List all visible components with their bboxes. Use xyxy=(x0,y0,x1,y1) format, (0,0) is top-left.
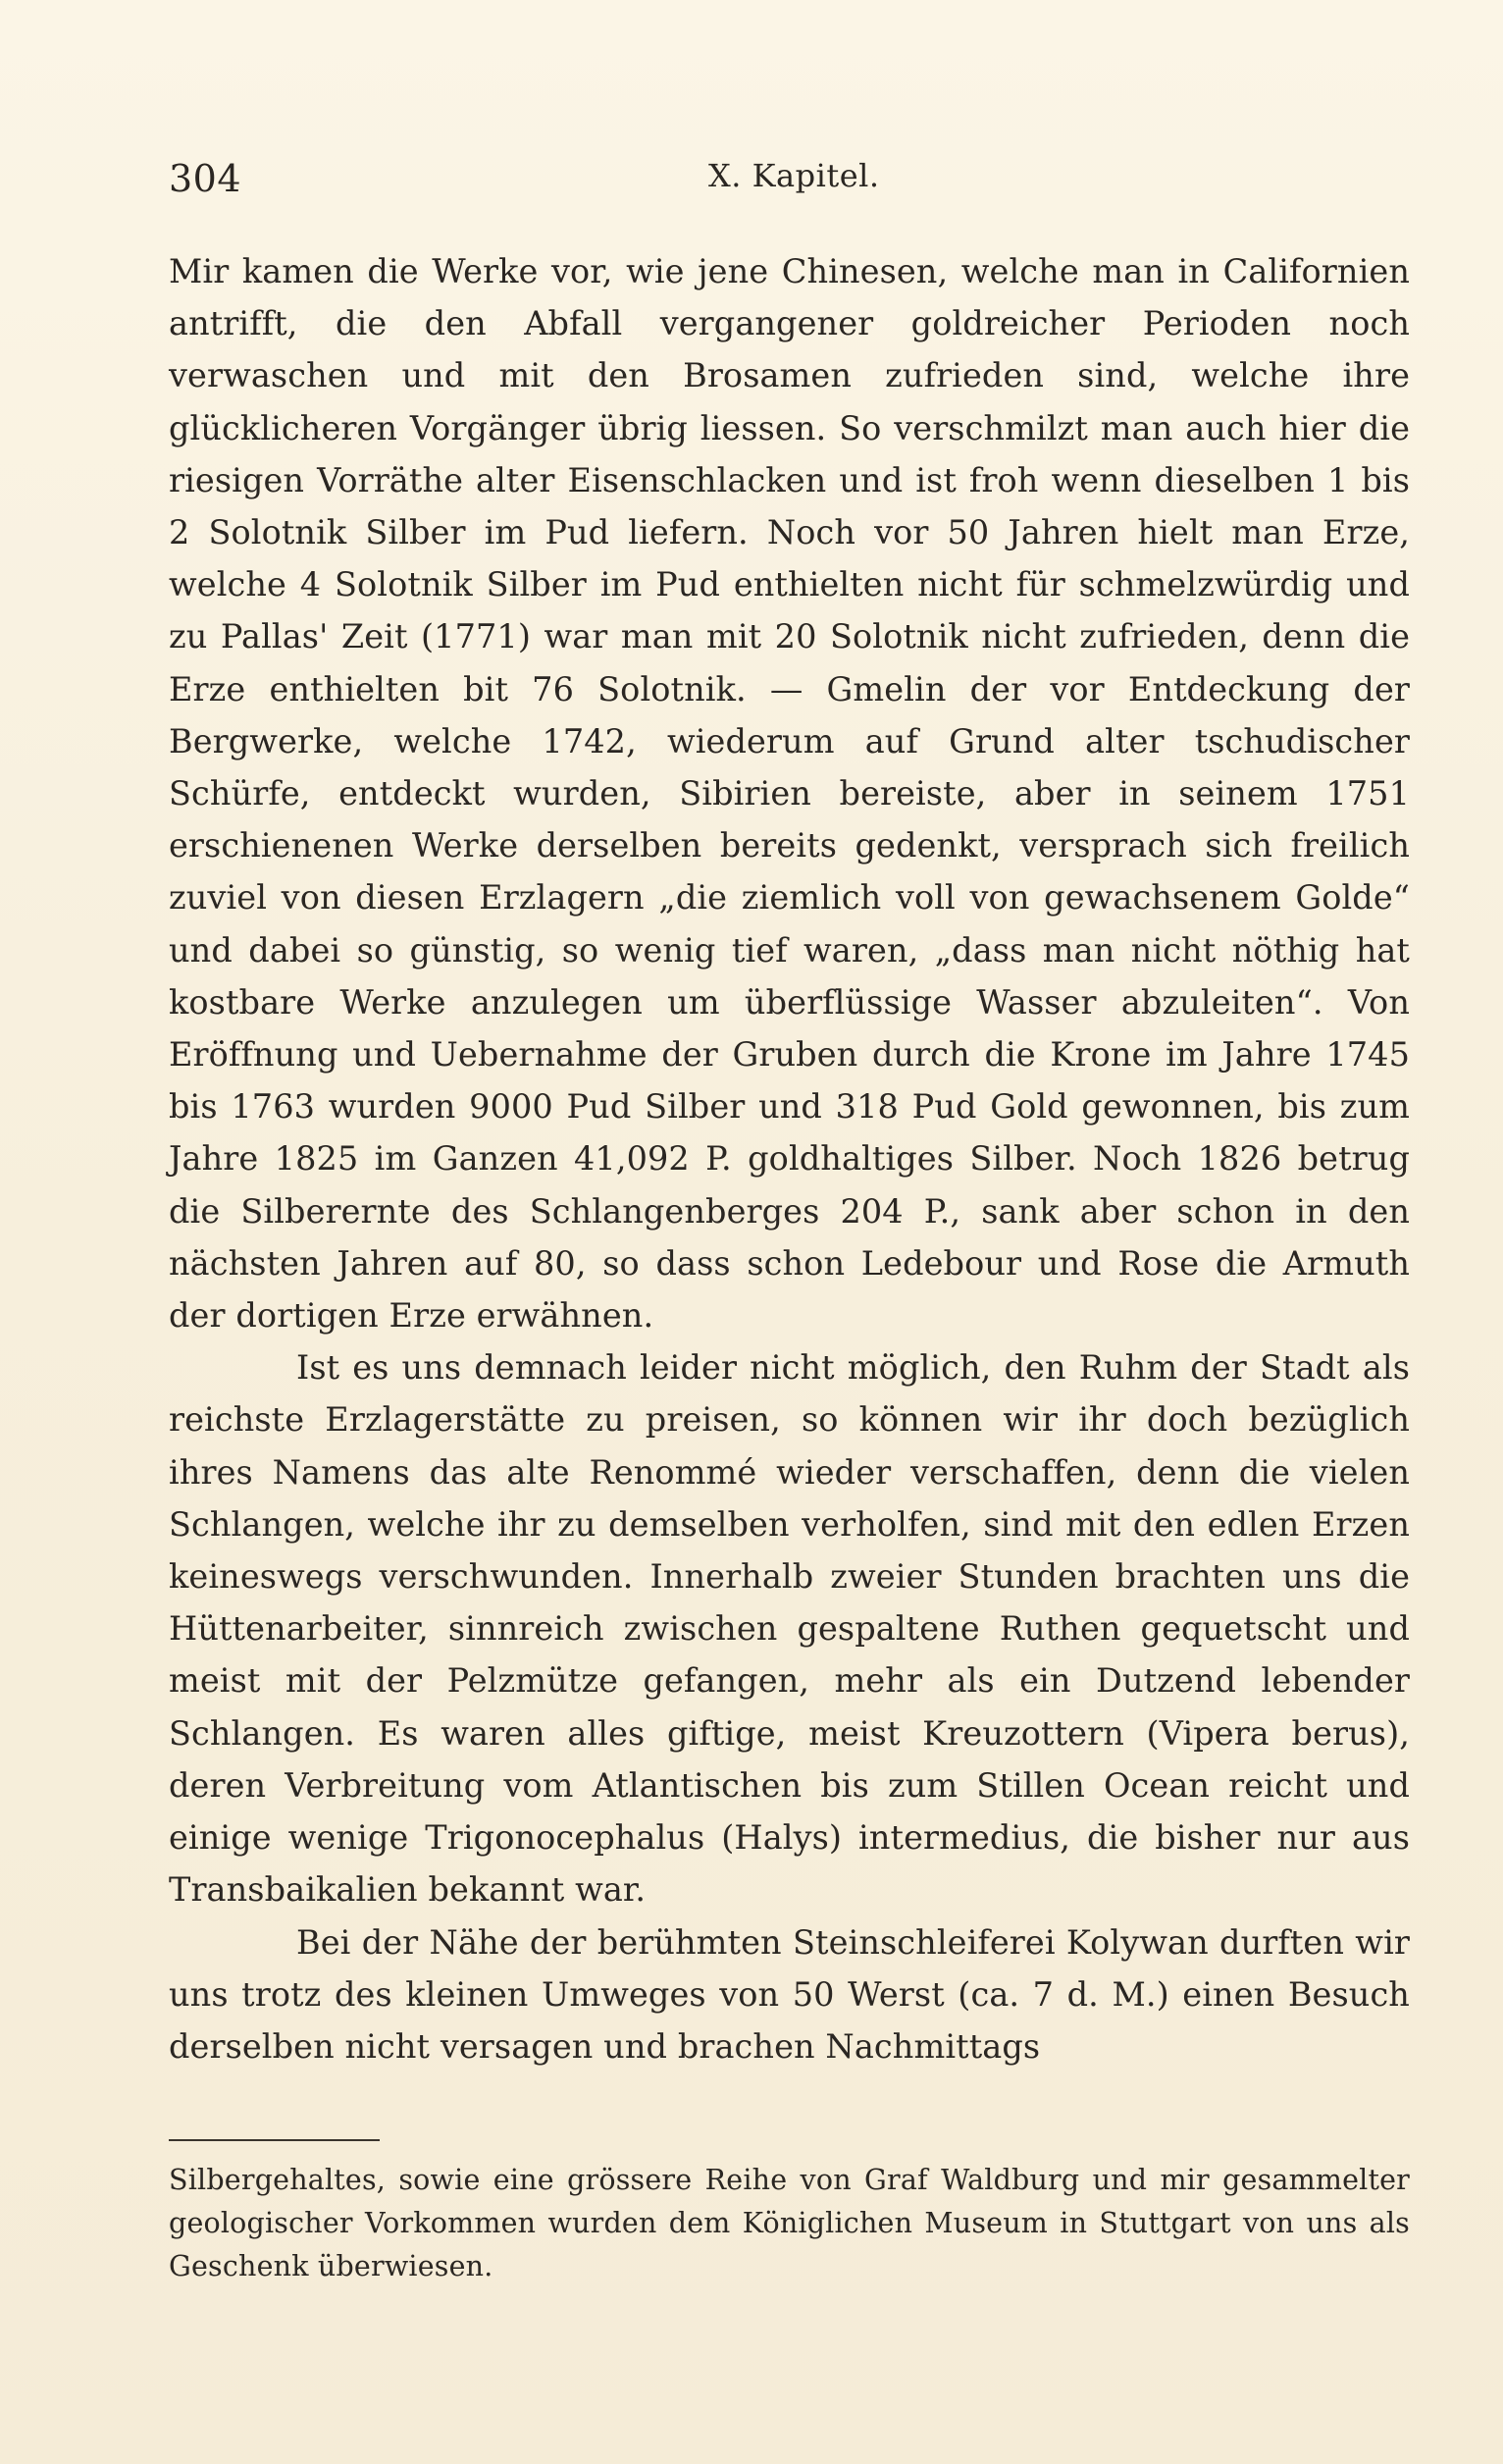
paragraph-2: Ist es uns demnach leider nicht möglich, den Ruhm der Stadt als reichste Erzlagerstätte zu preisen, so können wir ihr doch bezüglich ihres Namens das alte Renommé wieder verschaffen, denn die vielen Schlangen, welche ihr zu demselben verholfen, sind mit den edlen Erzen keineswegs verschwunden. Innerhalb zweier Stunden brachten uns die Hüttenarbeiter, sinnreich zwischen gespaltene Ruthen gequetscht und meist mit der Pelzmütze gefangen, mehr als ein Dutzend lebender Schlangen. Es waren alles giftige, meist Kreuzottern (Vipera berus), deren Verbreitung vom Atlantischen bis zum Stillen Ocean reicht und einige wenige Trigonocephalus (Halys) intermedius, die bisher nur aus Transbaikalien bekannt war. xyxy=(169,1348,1410,1910)
page-header xyxy=(169,157,1410,216)
chapter-running-head: X. Kapitel. xyxy=(708,157,880,194)
paragraph-1: Mir kamen die Werke vor, wie jene Chinesen, welche man in Californien antrifft, die den Abfall vergangener goldreicher Perioden noch verwaschen und mit den Brosamen zufrieden sind, welche ihre glücklicheren Vorgänger übrig liessen. So verschmilzt man auch hier die riesigen Vorräthe alter Eisenschlacken und ist froh wenn dieselben 1 bis 2 Solotnik Silber im Pud liefern. Noch vor 50 Jahren hielt man Erze, welche 4 Solotnik Silber im Pud enthielten nicht für schmelzwürdig und zu Pallas' Zeit (1771) war man mit 20 Solotnik nicht zufrieden, denn die Erze enthielten bit 76 Solotnik. — Gmelin der vor Entdeckung der Bergwerke, welche 1742, wiederum auf Grund alter tschudischer Schürfe, entdeckt wurden, Sibirien bereiste, aber in seinem 1751 erschienenen Werke derselben bereits gedenkt, versprach sich freilich zuviel von diesen Erzlagern „die ziemlich voll von gewachsenem Golde“ und dabei so günstig, so wenig tief waren, „dass man nicht nöthig hat kostbare Werke anzulegen um überflüssige Wasser abzuleiten“. Von Eröffnung und Uebernahme der Gruben durch die Krone im Jahre 1745 bis 1763 wurden 9000 Pud Silber und 318 Pud Gold gewonnen, bis zum Jahre 1825 im Ganzen 41,092 P. goldhaltiges Silber. Noch 1826 betrug die Silberernte des Schlangenberges 204 P., sank aber schon in den nächsten Jahren auf 80, so dass schon Ledebour und Rose die Armuth der dortigen Erze erwähnen. xyxy=(169,252,1410,1336)
page-number: 304 xyxy=(169,157,242,200)
footnote-text: Silbergehaltes, sowie eine grössere Reihe von Graf Waldburg und mir gesammelter geologischer Vorkommen wurden dem Königlichen Museum in Stuttgart von uns als Geschenk überwiesen. xyxy=(169,2164,1410,2282)
footnote-separator xyxy=(169,2139,380,2141)
main-text xyxy=(169,245,1410,2072)
footnote xyxy=(169,2159,1410,2288)
paragraph-3: Bei der Nähe der berühmten Steinschleiferei Kolywan durften wir uns trotz des kleinen Umweges von 50 Werst (ca. 7 d. M.) einen Besuch derselben nicht versagen und brachen Nachmittags xyxy=(169,1922,1410,2066)
